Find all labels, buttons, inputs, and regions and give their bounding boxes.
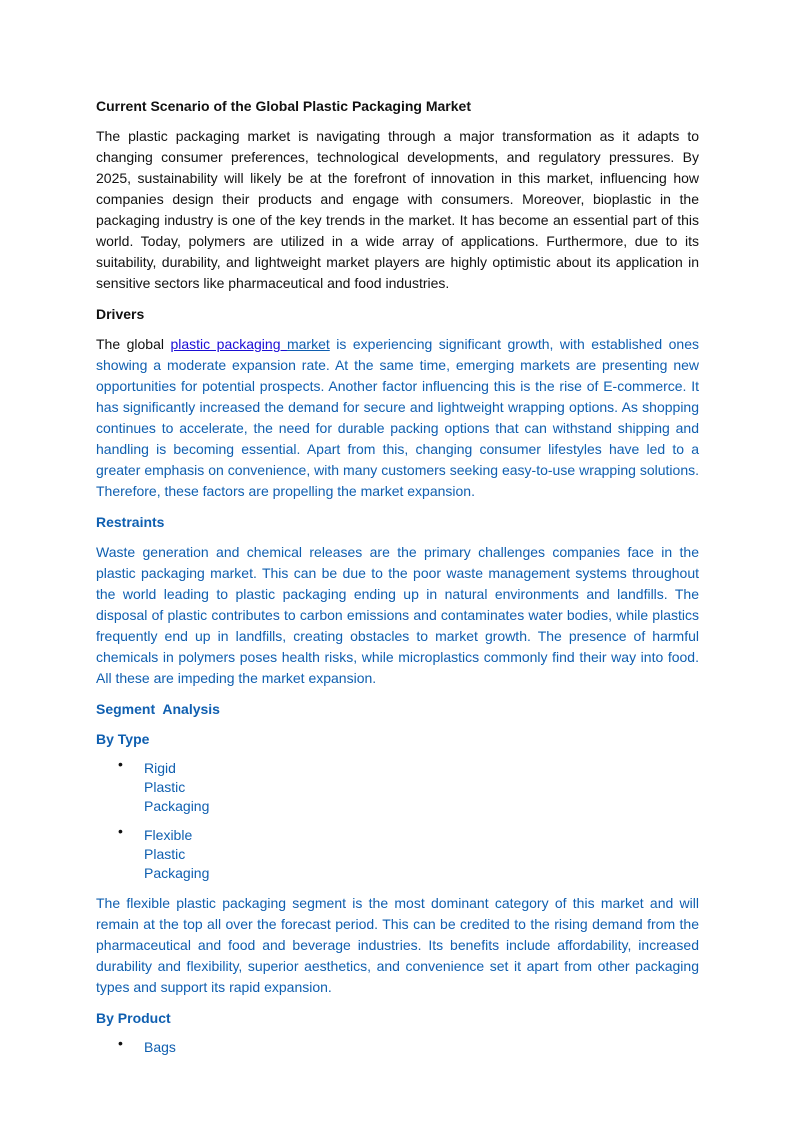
market-link[interactable]: market	[286, 336, 330, 352]
drivers-paragraph	[96, 334, 699, 502]
list-item	[96, 756, 699, 816]
bullet-icon: •	[118, 1035, 123, 1051]
type-item-rigid: Rigid Plastic Packaging	[144, 760, 210, 814]
list-item	[96, 1035, 699, 1057]
intro-paragraph: The plastic packaging market is navigating through a major transformation as it adapts to changing consumer preferences, technological developments, and regulatory pressures. By 2025, sustainability will likely be at the forefront of innovation in this market, influencing how companies design their products and engage with consumers. Moreover, bioplastic in the packaging industry is one of the key trends in the market. It has become an essential part of this world. Today, polymers are utilized in a wide array of applications. Furthermore, due to its suitability, durability, and lightweight market players are highly optimistic about its application in sensitive sectors like pharmaceutical and food industries.	[96, 128, 699, 291]
product-list	[96, 1035, 699, 1057]
restraints-paragraph: Waste generation and chemical releases are the primary challenges companies face in the plastic packaging market. This can be due to the poor waste management systems throughout the world leading to plastic packaging ending up in natural environments and landfills. The disposal of plastic contributes to carbon emissions and contaminates water bodies, while plastics frequently end up in landfills, creating obstacles to market growth. The presence of harmful chemicals in polymers poses health risks, while microplastics commonly find their way into food. All these are impeding the market expansion.	[96, 544, 699, 686]
by-product-heading: By Product	[96, 1010, 171, 1026]
drivers-body: is experiencing significant growth, with established ones showing a moderate expansion rate. At the same time, emerging markets are presenting new opportunities for potential prospects. Another factor influencing this is the rise of E-commerce. It has significantly increased the demand for secure and lightweight wrapping options. As shopping continues to accelerate, the need for durable packing options that can withstand shipping and handling is becoming essential. Apart from this, changing consumer lifestyles have led to a greater emphasis on convenience, with many customers seeking easy-to-use wrapping solutions. Therefore, these factors are propelling the market expansion.	[96, 336, 699, 499]
plastic-packaging-link[interactable]: plastic packaging	[170, 336, 287, 352]
drivers-prefix: The global	[96, 336, 171, 352]
bullet-icon: •	[118, 756, 123, 772]
document-page	[96, 96, 699, 1067]
segment-analysis-heading: Segment Analysis	[96, 701, 220, 717]
type-paragraph: The flexible plastic packaging segment is the most dominant category of this market and will remain at the top all over the forecast period. This can be credited to the rising demand from the pharmaceutical and food and beverage industries. Its benefits include affordability, increased durability and flexibility, superior aesthetics, and convenience set it apart from other packaging types and support its rapid expansion.	[96, 895, 699, 995]
product-item-bags: Bags	[144, 1039, 176, 1055]
list-item	[96, 823, 699, 883]
restraints-heading: Restraints	[96, 514, 165, 530]
by-type-heading: By Type	[96, 731, 150, 747]
type-list	[96, 756, 699, 883]
document-title: Current Scenario of the Global Plastic Packaging Market	[96, 98, 471, 114]
drivers-heading: Drivers	[96, 306, 145, 322]
type-item-flexible: Flexible Plastic Packaging	[144, 827, 210, 881]
bullet-icon: •	[118, 823, 123, 839]
